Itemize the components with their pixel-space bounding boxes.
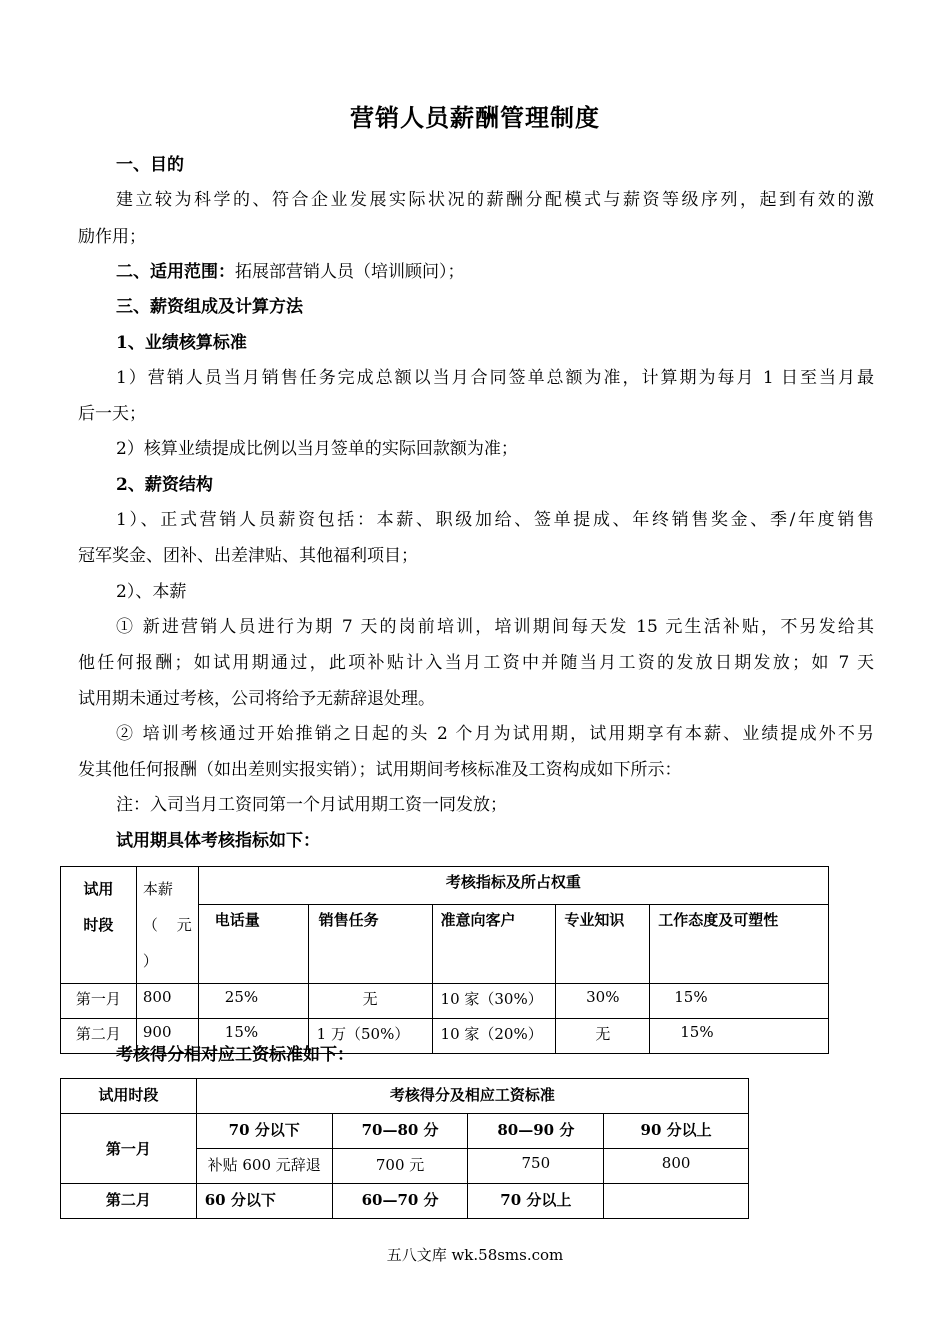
table-row: 第一月 70 分以下 70—80 分 80—90 分 90 分以上 — [61, 1114, 749, 1149]
header-col-calls: 电话量 — [198, 905, 308, 984]
header-period: 试用 时段 — [61, 867, 137, 984]
paragraph-3-line-2: 冠军奖金、团补、出差津贴、其他福利项目； — [78, 546, 418, 566]
table-2-caption: 考核得分相对应工资标准如下： — [116, 1045, 354, 1065]
month-1-label: 第一月 — [61, 1114, 197, 1184]
page-title: 营销人员薪酬管理制度 — [350, 103, 600, 132]
header-col-attitude: 工作态度及可塑性 — [650, 905, 829, 984]
footer-watermark-text: 五八文库 wk.58sms.com — [386, 1246, 564, 1264]
header-score-group: 考核得分及相应工资标准 — [196, 1079, 748, 1114]
header-salary: 本薪 （ 元 ） — [136, 867, 198, 984]
header-period: 试用时段 — [61, 1079, 197, 1114]
table-row: 第二月 900 15% 1 万（50%） 10 家（20%） 无 15% — [61, 1019, 829, 1054]
paragraph-5-line-3: 试用期未通过考核，公司将给予无薪辞退处理。 — [78, 689, 435, 709]
subsection-2-heading: 2、薪资结构 — [116, 475, 213, 495]
header-col-sales-task: 销售任务 — [308, 905, 432, 984]
section-3-heading: 三、薪资组成及计算方法 — [116, 297, 303, 317]
paragraph-5-line-1: ① 新进营销人员进行为期 7 天的岗前培训，培训期间每天发 15 元生活补贴，不另发给其 — [116, 617, 874, 637]
header-indicators-group: 考核指标及所占权重 — [198, 867, 828, 905]
paragraph-1-line-1: 1）营销人员当月销售任务完成总额以当月合同签单总额为准，计算期为每月 1 日至当月最 — [116, 368, 874, 388]
table-row: 第二月 60 分以下 60—70 分 70 分以上 — [61, 1184, 749, 1219]
paragraph-4: 2）、本薪 — [116, 582, 187, 602]
section-1-heading: 一、目的 — [116, 155, 184, 175]
table-1-caption: 试用期具体考核指标如下： — [116, 831, 320, 851]
section-1-text-line-1: 建立较为科学的、符合企业发展实际状况的薪酬分配模式与薪资等级序列，起到有效的激 — [116, 190, 874, 210]
paragraph-6-line-2: 发其他任何报酬（如出差则实报实销）；试用期间考核标准及工资构成如下所示： — [78, 760, 682, 780]
month-2-label: 第二月 — [61, 1184, 197, 1219]
paragraph-5-line-2: 他任何报酬；如试用期通过，此项补贴计入当月工资中并随当月工资的发放日期发放；如 7 天 — [78, 653, 874, 673]
table-row: 第一月 800 25% 无 10 家（30%） 30% 15% — [61, 984, 829, 1019]
section-1-text-line-2: 励作用； — [78, 227, 146, 247]
subsection-1-heading: 1、业绩核算标准 — [116, 333, 247, 353]
paragraph-6-line-1: ② 培训考核通过开始推销之日起的头 2 个月为试用期，试用期享有本薪、业绩提成外不另 — [116, 724, 874, 744]
paragraph-1-line-2: 后一天； — [78, 404, 146, 424]
header-col-knowledge: 专业知识 — [556, 905, 650, 984]
paragraph-7-note: 注：入司当月工资同第一个月试用期工资一同发放； — [116, 795, 507, 815]
section-2-text: 拓展部营销人员（培训顾问）； — [235, 262, 465, 282]
table-row: 补贴 600 元辞退 700 元 750 800 — [61, 1149, 749, 1184]
section-2-line — [116, 259, 874, 285]
section-2-heading: 二、适用范围： — [116, 262, 235, 282]
header-col-prospects: 准意向客户 — [432, 905, 556, 984]
assessment-indicator-table — [60, 866, 829, 1054]
score-salary-table — [60, 1078, 749, 1219]
paragraph-2: 2）核算业绩提成比例以当月签单的实际回款额为准； — [116, 439, 518, 459]
paragraph-3-line-1: 1）、正式营销人员薪资包括：本薪、职级加给、签单提成、年终销售奖金、季/年度销售 — [116, 510, 874, 530]
